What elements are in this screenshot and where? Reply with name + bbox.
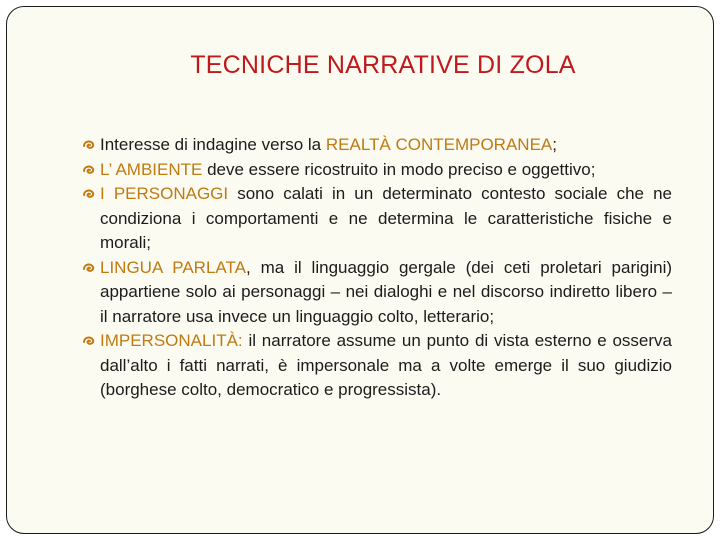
bullet-text-after: , ma il linguaggio gergale (dei ceti proletari parigini) appartiene solo ai personaggi – nei dialoghi e nel discorso indiretto libero – il narratore usa invece un linguaggio colto, letterario; [100, 257, 673, 326]
list-item [82, 329, 672, 403]
list-item [82, 158, 672, 183]
list-item [82, 256, 672, 330]
bullet-keyword: IMPERSONALITÀ: [100, 331, 243, 350]
swirl-bullet-icon [82, 334, 96, 348]
swirl-bullet-icon [82, 163, 96, 177]
list-item [82, 133, 672, 158]
bullet-keyword: REALTÀ CONTEMPORANEA [325, 135, 553, 154]
bullet-text-after: deve essere ricostruito in modo preciso e oggettivo; [202, 159, 596, 179]
bullet-keyword: L’ AMBIENTE [100, 159, 203, 179]
bullet-text-after: il narratore assume un punto di vista esterno e osserva dall’alto i fatti narrati, è impersonale ma a volte emerge il suo giudizio (borghese colto, democratico e progressista). [100, 331, 672, 399]
slide-title: TECNICHE NARRATIVE DI ZOLA [190, 51, 576, 79]
bullet-list [82, 133, 672, 403]
list-item [82, 182, 672, 256]
swirl-bullet-icon [82, 187, 96, 201]
bullet-text-after: ; [552, 135, 557, 154]
swirl-bullet-icon [82, 138, 96, 152]
bullet-keyword: I PERSONAGGI [100, 184, 229, 203]
bullet-keyword: LINGUA PARLATA [100, 257, 246, 277]
swirl-bullet-icon [82, 261, 96, 275]
bullet-text-after: sono calati in un determinato contesto sociale che ne condiziona i comportamenti e ne determina le caratteristiche fisiche e morali; [100, 184, 672, 252]
bullet-text: Interesse di indagine verso la [100, 135, 326, 154]
